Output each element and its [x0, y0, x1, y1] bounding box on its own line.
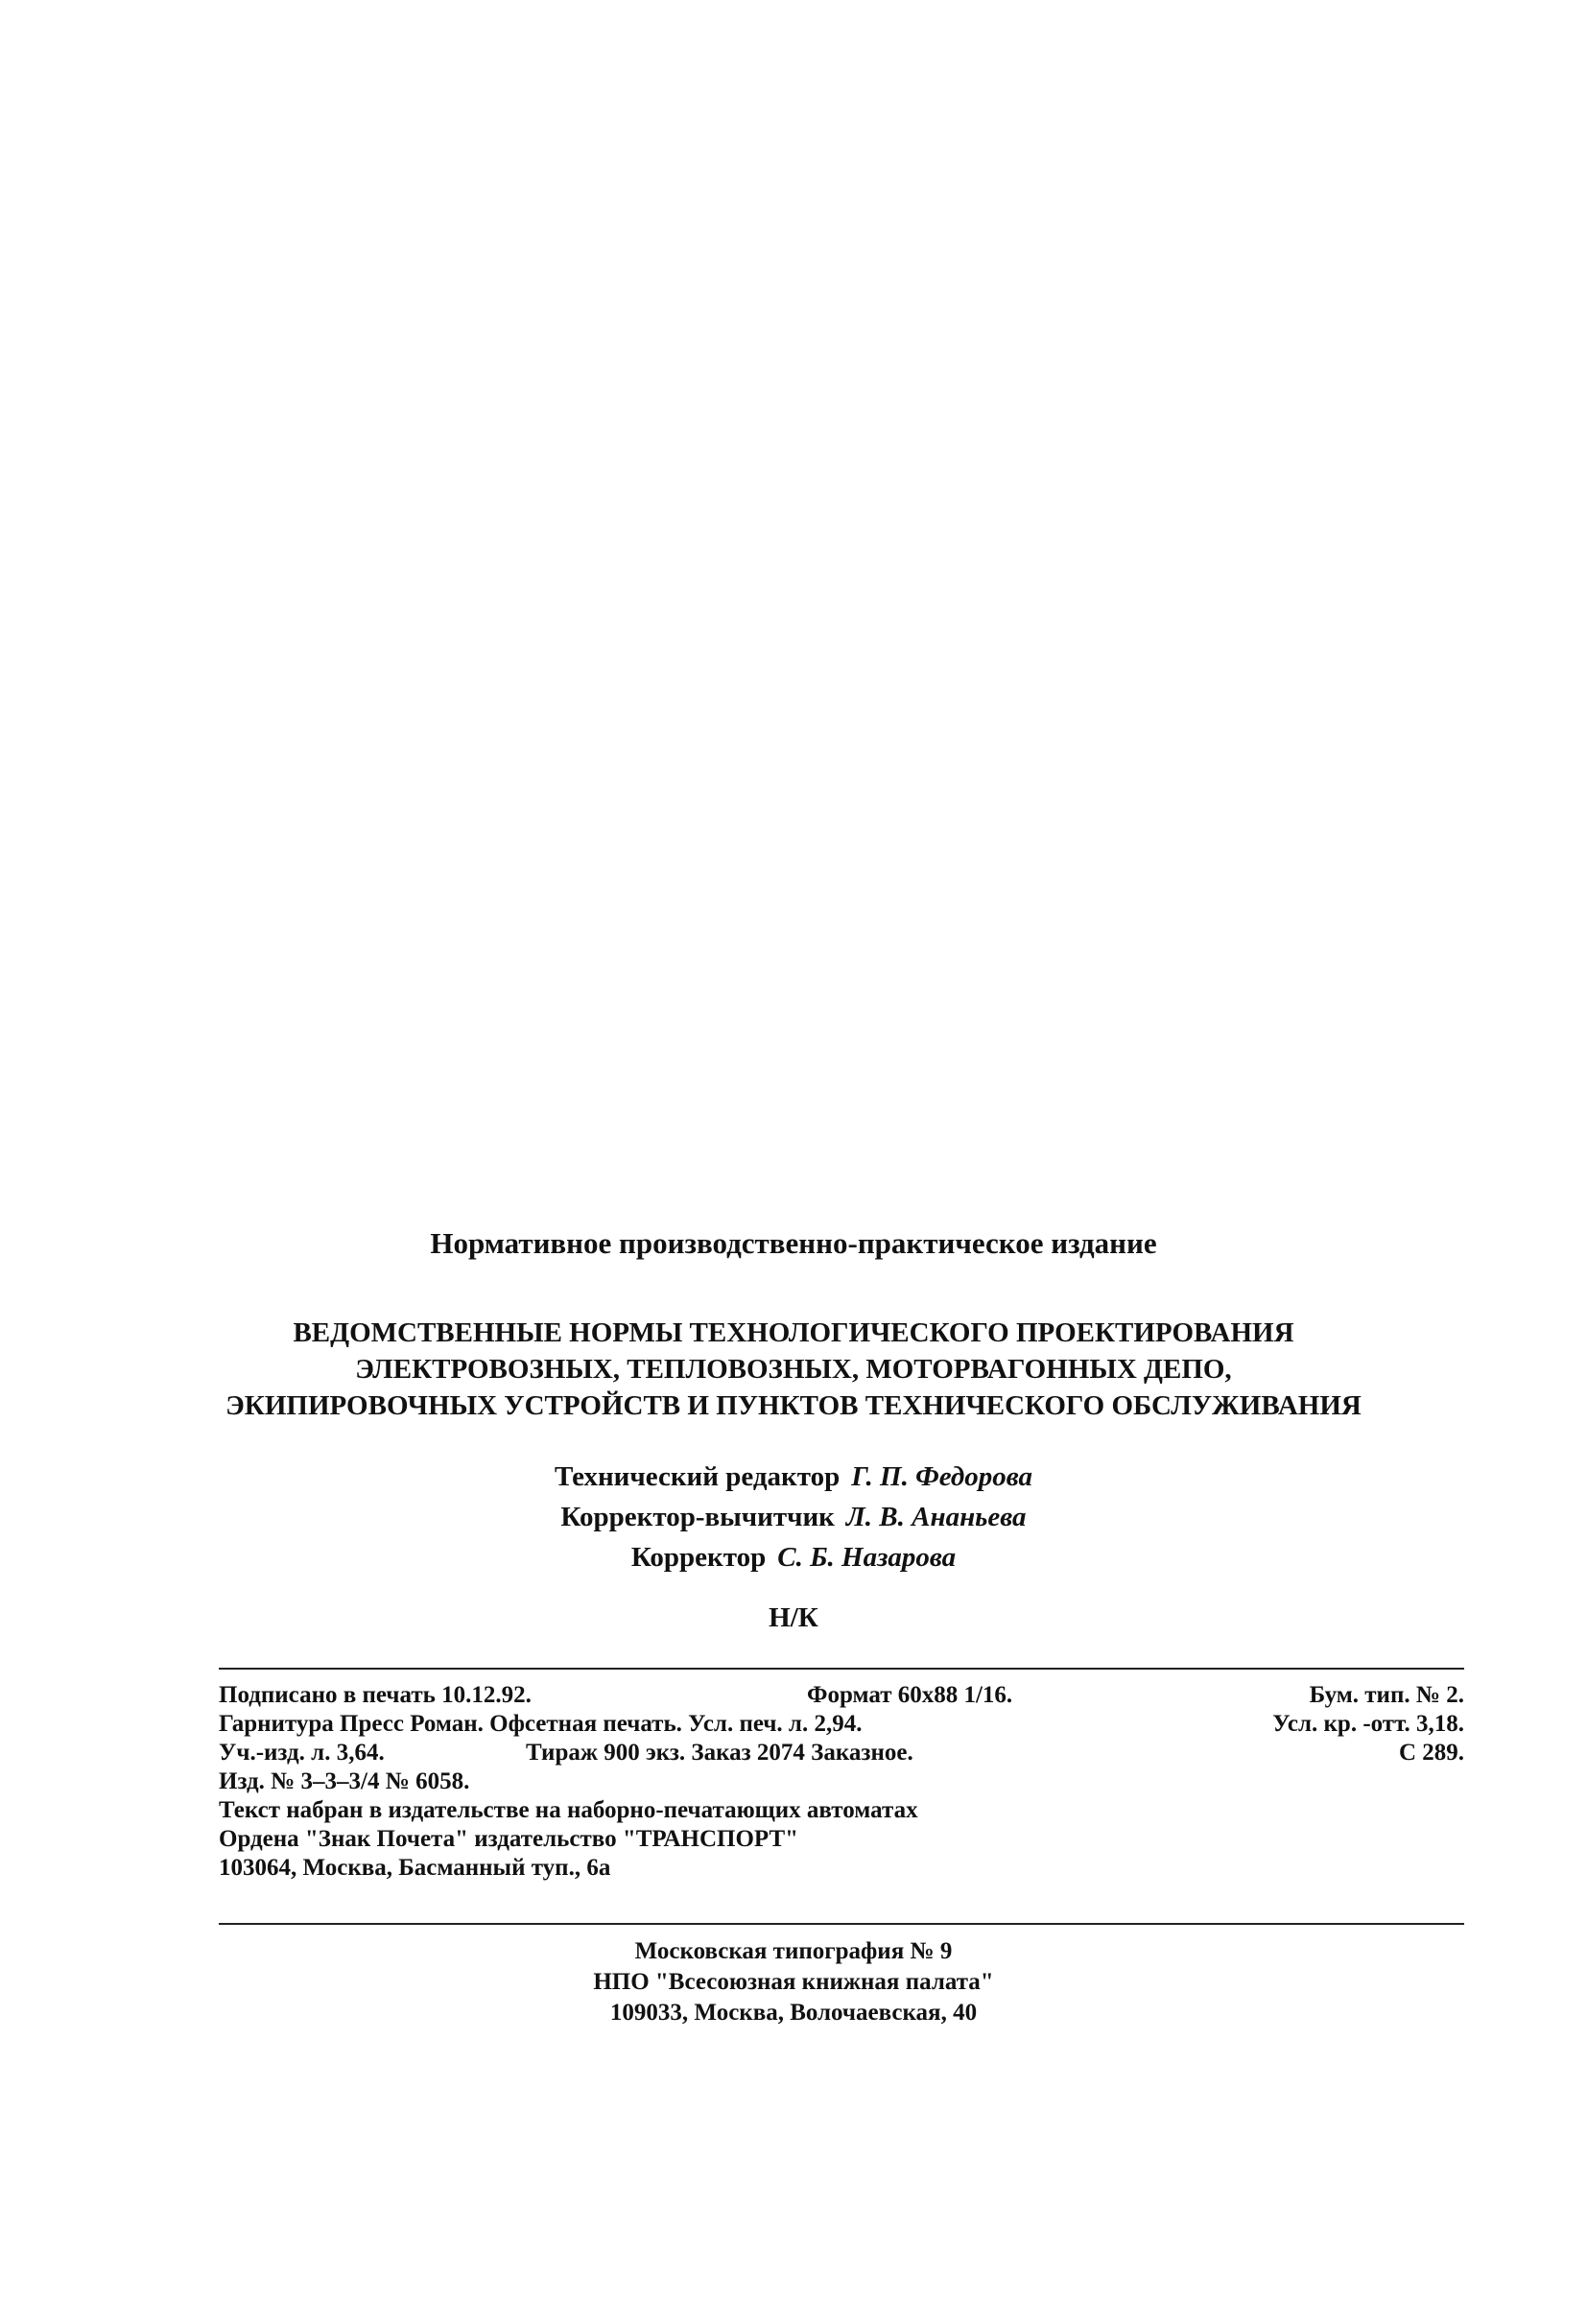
title-line: ЭКИПИРОВОЧНЫХ УСТРОЙСТВ И ПУНКТОВ ТЕХНИЧЕСКОГО ОБСЛУЖИВАНИЯ [225, 1390, 1362, 1421]
divider-bottom [219, 1923, 1464, 1925]
imprint-row [219, 1681, 1464, 1710]
printer-line: Московская типография № 9 [634, 1938, 953, 1964]
imprint-row [219, 1796, 1464, 1825]
imprint-row [219, 1825, 1464, 1854]
imprint-row [219, 1854, 1464, 1883]
imprint-paper: Бум. тип. № 2. [1309, 1682, 1464, 1708]
credit-role: Корректор [630, 1542, 767, 1573]
imprint-row [219, 1767, 1464, 1796]
credit-person: С. Б. Назарова [777, 1542, 957, 1573]
imprint-row [219, 1710, 1464, 1739]
credits-block [0, 1457, 1587, 1577]
nk-mark: Н/К [769, 1602, 818, 1633]
credit-person: Г. П. Федорова [851, 1461, 1033, 1492]
credit-proofreader [0, 1537, 1587, 1577]
imprint-print-run: Тираж 900 экз. Заказ 2074 Заказное. [526, 1740, 913, 1766]
document-title [0, 1315, 1587, 1424]
imprint-pub-sheets: Уч.-изд. л. 3,64. [219, 1740, 385, 1766]
imprint-row [219, 1739, 1464, 1767]
printer-block [0, 1936, 1587, 2028]
edition-type-heading: Нормативное производственно-практическое издание [430, 1226, 1157, 1260]
credit-person: Л. В. Ананьева [845, 1502, 1027, 1532]
title-line: ВЕДОМСТВЕННЫЕ НОРМЫ ТЕХНОЛОГИЧЕСКОГО ПРОЕКТИРОВАНИЯ [293, 1317, 1294, 1348]
imprint-code: С 289. [1398, 1740, 1464, 1766]
divider-top [219, 1668, 1464, 1670]
imprint-signed: Подписано в печать 10.12.92. [219, 1682, 532, 1708]
imprint-block [219, 1681, 1464, 1883]
imprint-typesetting: Текст набран в издательстве на наборно-печатающих автоматах [219, 1797, 918, 1823]
printer-line: 109033, Москва, Волочаевская, 40 [609, 2000, 978, 2026]
credit-proofreader-checker [0, 1497, 1587, 1537]
credit-role: Технический редактор [554, 1461, 841, 1492]
imprint-publisher: Ордена "Знак Почета" издательство "ТРАНСПОРТ" [219, 1826, 799, 1852]
credit-role: Корректор-вычитчик [560, 1502, 835, 1532]
imprint-color-prints: Усл. кр. -отт. 3,18. [1272, 1711, 1464, 1737]
credit-technical-editor [0, 1457, 1587, 1497]
title-line: ЭЛЕКТРОВОЗНЫХ, ТЕПЛОВОЗНЫХ, МОТОРВАГОННЫХ ДЕПО, [355, 1354, 1232, 1385]
printer-line: НПО "Всесоюзная книжная палата" [593, 1969, 994, 1995]
imprint-typeface: Гарнитура Пресс Роман. Офсетная печать. Усл. печ. л. 2,94. [219, 1711, 863, 1737]
imprint-edition-number: Изд. № 3–3–3/4 № 6058. [219, 1768, 470, 1794]
imprint-publisher-address: 103064, Москва, Басманный туп., 6а [219, 1855, 611, 1881]
imprint-format: Формат 60x88 1/16. [807, 1682, 1013, 1708]
